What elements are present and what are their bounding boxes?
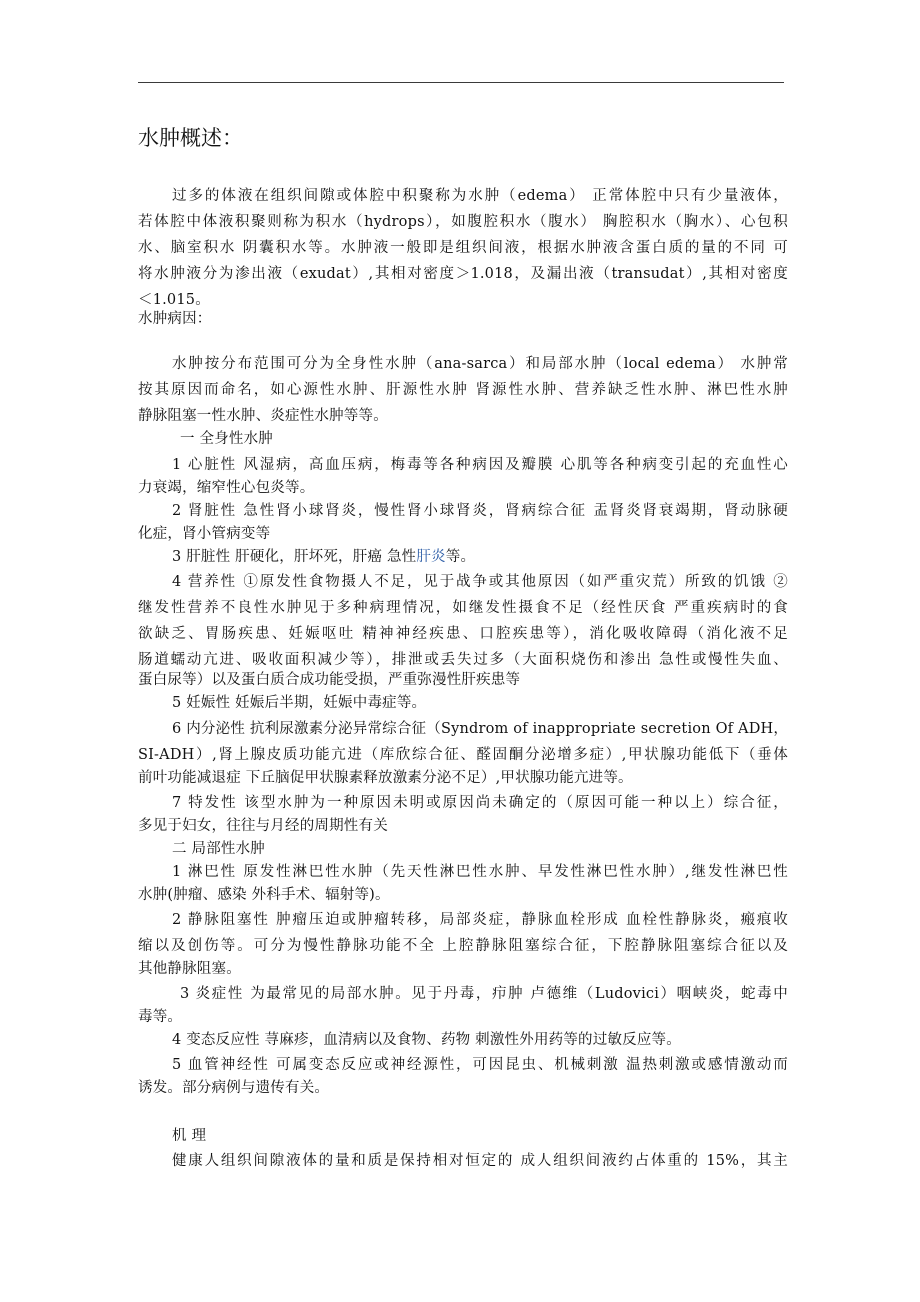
text-segment: 蛋白尿等）以及蛋白质合成功能受损，严重弥漫性肝疾患等 [138, 672, 521, 688]
text-segment: 若体腔中体液积聚则称为积水（hydrops），如腹腔积水（腹水） 胸腔积水（胸水）、心包积 [138, 214, 788, 230]
text-segment: 7 特发性 该型水肿为一种原因未明或原因尚未确定的（原因可能一种以上）综合征， [172, 795, 788, 811]
text-line [138, 499, 788, 523]
text-segment: 等。 [445, 549, 476, 565]
text-segment: 诱发。部分病例与遗传有关。 [138, 1080, 330, 1096]
text-segment: 肠道蠕动亢进、吸收面积减少等），排泄或丢失过多（大面积烧伤和渗出 急性或慢性失血、 [138, 652, 788, 668]
text-line [138, 404, 788, 428]
text-segment: 按其原因而命名，如心源性水肿、肝源性水肿 肾源性水肿、营养缺乏性水肿、淋巴性水肿 [138, 382, 788, 398]
text-line [138, 522, 788, 546]
text-segment: 力衰竭，缩窄性心包炎等。 [138, 480, 315, 496]
text-line [138, 1005, 788, 1029]
text-segment: ＜1.015。 [138, 292, 210, 308]
text-segment: 水肿按分布范围可分为全身性水肿（ana-sarca）和局部水肿（local edema） 水肿常 [172, 356, 788, 372]
text-line [138, 691, 788, 715]
text-segment: 过多的体液在组织间隙或体腔中积聚称为水肿（edema） 正常体腔中只有少量液体， [172, 188, 788, 204]
text-line [138, 545, 788, 569]
text-segment: 水肿(肿瘤、感染 外科手术、辐射等)。 [138, 887, 390, 903]
text-line [138, 837, 788, 861]
text-segment: 毒等。 [138, 1009, 183, 1025]
text-line [138, 1028, 788, 1052]
text-line [138, 352, 788, 376]
text-line [138, 622, 788, 646]
text-line [138, 1076, 788, 1100]
text-segment: 静脉阻塞一性水肿、炎症性水肿等等。 [138, 408, 388, 424]
text-segment: 5 妊娠性 妊娠后半期，妊娠中毒症等。 [172, 695, 427, 711]
text-line [138, 476, 788, 500]
text-line [138, 934, 788, 958]
text-segment: 继发性营养不良性水肿见于多种病理情况，如继发性摄食不足（经性厌食 严重疾病时的食 [138, 600, 788, 616]
text-line [138, 982, 788, 1006]
text-line [138, 1124, 788, 1148]
page-title: 水肿概述： [138, 126, 243, 150]
text-segment: 4 变态反应性 荨麻疹，血清病以及食物、药物 刺激性外用药等的过敏反应等。 [172, 1032, 681, 1048]
text-line [138, 791, 788, 815]
text-line [138, 378, 788, 402]
header-rule [138, 82, 784, 83]
text-segment: 水肿病因： [138, 311, 212, 327]
text-line [138, 883, 788, 907]
text-segment: 4 营养性 ①原发性食物摄人不足，见于战争或其他原因（如严重灾荒）所致的饥饿 ② [172, 574, 788, 590]
text-line [138, 1053, 788, 1077]
text-segment: 5 血管神经性 可属变态反应或神经源性，可因昆虫、机械刺激 温热刺激或感情激动而 [172, 1057, 788, 1073]
text-segment: 前叶功能减退症 下丘脑促甲状腺素释放激素分泌不足）,甲状腺功能亢进等。 [138, 770, 633, 786]
text-line [138, 236, 788, 260]
text-line [138, 957, 788, 981]
text-line [138, 766, 788, 790]
text-segment: 化症，肾小管病变等 [138, 526, 271, 542]
text-line [138, 427, 788, 451]
text-segment: 2 静脉阻塞性 肿瘤压迫或肿瘤转移，局部炎症，静脉血栓形成 血栓性静脉炎，瘢痕收 [172, 912, 788, 928]
text-segment: 缩以及创伤等。可分为慢性静脉功能不全 上腔静脉阻塞综合征，下腔静脉阻塞综合征以及 [138, 938, 788, 954]
text-line [138, 743, 788, 767]
text-line [138, 596, 788, 620]
hepatitis-link[interactable]: 肝炎 [416, 549, 446, 565]
text-segment: 2 肾脏性 急性肾小球肾炎，慢性肾小球肾炎，肾病综合征 盂肾炎肾衰竭期，肾动脉硬 [172, 503, 788, 519]
text-line [138, 570, 788, 594]
text-line [138, 717, 788, 741]
text-segment: 多见于妇女，往往与月经的周期性有关 [138, 818, 388, 834]
text-line [138, 453, 788, 477]
text-segment: 1 心脏性 风湿病，高血压病，梅毒等各种病因及瓣膜 心肌等各种病变引起的充血性心 [172, 457, 788, 473]
text-line [138, 210, 788, 234]
text-line [138, 814, 788, 838]
text-line [138, 668, 788, 692]
text-line [138, 1149, 788, 1173]
text-segment: 健康人组织间隙液体的量和质是保持相对恒定的 成人组织间液约占体重的 15%，其主 [172, 1153, 788, 1169]
text-line [138, 307, 788, 331]
text-segment: 其他静脉阻塞。 [138, 961, 241, 977]
text-line [138, 860, 788, 884]
text-segment: 一 全身性水肿 [180, 431, 274, 447]
text-segment: 1 淋巴性 原发性淋巴性水肿（先天性淋巴性水肿、早发性淋巴性水肿）,继发性淋巴性 [172, 864, 788, 880]
text-line [138, 262, 788, 286]
text-segment: 机 理 [172, 1128, 207, 1144]
text-segment: SI-ADH）,肾上腺皮质功能亢进（库欣综合征、醛固酮分泌增多症）,甲状腺功能低下（垂体 [138, 747, 788, 763]
text-segment: 欲缺乏、胃肠疾患、妊娠呕吐 精神神经疾患、口腔疾患等），消化吸收障碍（消化液不足 [138, 626, 788, 642]
text-segment: 二 局部性水肿 [172, 841, 266, 857]
text-line [138, 184, 788, 208]
text-segment: 水、脑室积水 阴囊积水等。水肿液一般即是组织间液，根据水肿液含蛋白质的量的不同 可 [138, 240, 788, 256]
text-segment: 将水肿液分为渗出液（exudat）,其相对密度＞1.018，及漏出液（transudat）,其相对密度 [138, 266, 788, 282]
text-line [138, 908, 788, 932]
text-segment: 6 内分泌性 抗利尿激素分泌异常综合征（Syndrom of inappropriate secretion Of ADH， [172, 721, 788, 737]
text-segment: 3 肝脏性 肝硬化，肝坏死，肝癌 急性 [172, 549, 417, 565]
text-segment: 3 炎症性 为最常见的局部水肿。见于丹毒，疖肿 卢德维（Ludovici）咽峡炎，蛇毒中 [180, 986, 788, 1002]
